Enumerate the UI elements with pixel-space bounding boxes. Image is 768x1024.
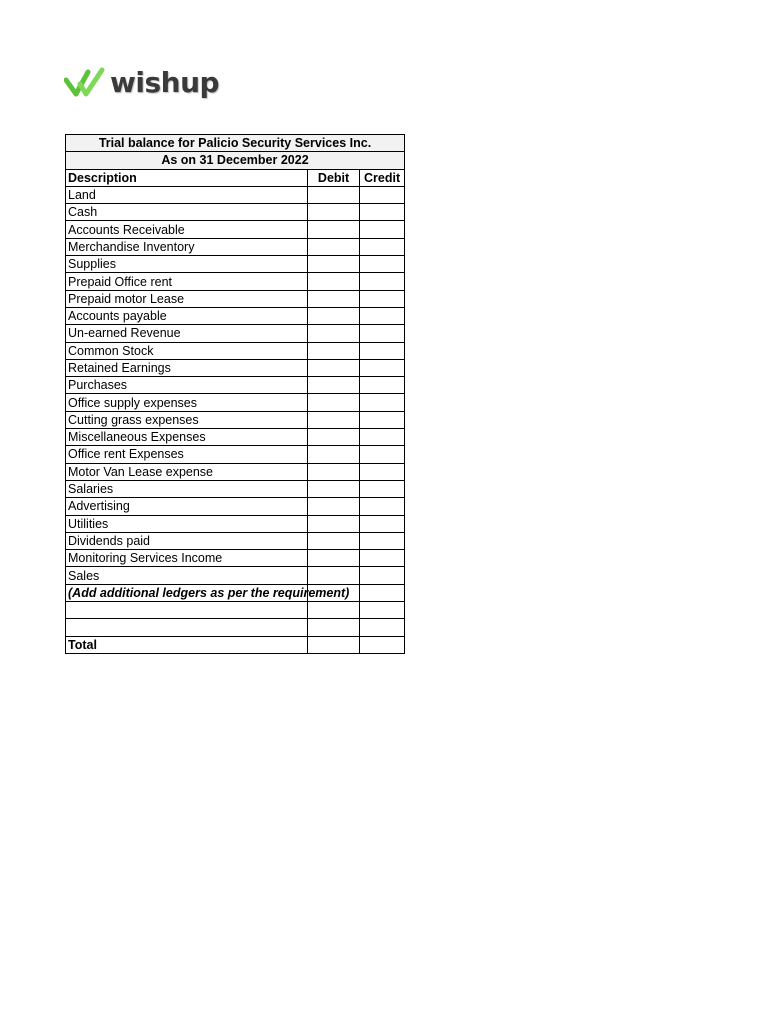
ledger-row <box>66 532 405 549</box>
ledger-description: Office rent Expenses <box>66 446 308 463</box>
ledger-description: Advertising <box>66 498 308 515</box>
ledger-description: Merchandise Inventory <box>66 238 308 255</box>
ledger-description: Cash <box>66 204 308 221</box>
debit-cell[interactable] <box>307 256 359 273</box>
ledger-row <box>66 325 405 342</box>
credit-cell[interactable] <box>360 238 405 255</box>
ledger-description: Sales <box>66 567 308 584</box>
ledger-description: Land <box>66 186 308 203</box>
credit-cell[interactable] <box>360 411 405 428</box>
ledger-row <box>66 463 405 480</box>
table-subtitle: As on 31 December 2022 <box>66 152 405 169</box>
ledger-description: Motor Van Lease expense <box>66 463 308 480</box>
wishup-logo <box>64 62 219 102</box>
header-description: Description <box>66 169 308 186</box>
debit-cell[interactable] <box>307 186 359 203</box>
ledger-description: Monitoring Services Income <box>66 550 308 567</box>
blank-description-cell[interactable] <box>66 602 308 619</box>
credit-cell[interactable] <box>360 619 405 636</box>
ledger-row <box>66 429 405 446</box>
debit-cell[interactable] <box>307 602 359 619</box>
credit-cell[interactable] <box>360 567 405 584</box>
debit-cell[interactable] <box>307 550 359 567</box>
credit-cell[interactable] <box>360 204 405 221</box>
wishup-check-icon <box>64 64 106 100</box>
ledger-row <box>66 377 405 394</box>
debit-cell[interactable] <box>307 532 359 549</box>
ledger-row <box>66 359 405 376</box>
credit-cell[interactable] <box>360 186 405 203</box>
debit-cell[interactable] <box>307 394 359 411</box>
ledger-row <box>66 550 405 567</box>
credit-cell[interactable] <box>360 532 405 549</box>
credit-cell[interactable] <box>360 273 405 290</box>
debit-cell[interactable] <box>307 238 359 255</box>
ledger-row <box>66 204 405 221</box>
debit-cell[interactable] <box>307 290 359 307</box>
ledger-description: Supplies <box>66 256 308 273</box>
ledger-description: Dividends paid <box>66 532 308 549</box>
credit-cell[interactable] <box>360 221 405 238</box>
brand-name: wishup <box>110 65 220 99</box>
ledger-row <box>66 567 405 584</box>
subtitle-row <box>66 152 405 169</box>
debit-cell[interactable] <box>307 221 359 238</box>
debit-cell[interactable] <box>307 325 359 342</box>
ledger-description: Un-earned Revenue <box>66 325 308 342</box>
debit-cell[interactable] <box>307 567 359 584</box>
header-row <box>66 169 405 186</box>
ledger-row <box>66 307 405 324</box>
ledger-description: Retained Earnings <box>66 359 308 376</box>
title-row <box>66 135 405 152</box>
debit-cell[interactable] <box>307 411 359 428</box>
note-row <box>66 584 405 601</box>
credit-cell[interactable] <box>360 429 405 446</box>
total-credit-cell[interactable] <box>360 636 405 653</box>
debit-cell[interactable] <box>307 463 359 480</box>
credit-cell[interactable] <box>360 602 405 619</box>
credit-cell[interactable] <box>360 377 405 394</box>
debit-cell[interactable] <box>307 515 359 532</box>
debit-cell[interactable] <box>307 273 359 290</box>
blank-row <box>66 602 405 619</box>
ledger-row <box>66 186 405 203</box>
credit-cell[interactable] <box>360 515 405 532</box>
debit-cell[interactable] <box>307 342 359 359</box>
ledger-row <box>66 342 405 359</box>
debit-cell[interactable] <box>307 307 359 324</box>
note-cell <box>66 584 350 601</box>
total-label: Total <box>66 636 308 653</box>
ledger-description: Accounts Receivable <box>66 221 308 238</box>
ledger-row <box>66 411 405 428</box>
ledger-row <box>66 498 405 515</box>
credit-cell[interactable] <box>360 256 405 273</box>
ledger-description: Utilities <box>66 515 308 532</box>
ledger-row <box>66 515 405 532</box>
debit-cell[interactable] <box>307 446 359 463</box>
credit-cell[interactable] <box>360 584 405 601</box>
ledger-description: Prepaid motor Lease <box>66 290 308 307</box>
total-row <box>66 636 405 653</box>
credit-cell[interactable] <box>360 342 405 359</box>
ledger-description: Salaries <box>66 480 308 497</box>
credit-cell[interactable] <box>360 480 405 497</box>
trial-balance-table <box>65 134 405 654</box>
ledger-row <box>66 394 405 411</box>
ledger-row <box>66 238 405 255</box>
debit-cell[interactable] <box>307 619 359 636</box>
ledger-description: Office supply expenses <box>66 394 308 411</box>
debit-cell[interactable] <box>307 429 359 446</box>
credit-cell[interactable] <box>360 498 405 515</box>
debit-cell[interactable] <box>307 377 359 394</box>
ledger-description: Cutting grass expenses <box>66 411 308 428</box>
ledger-row <box>66 221 405 238</box>
blank-description-cell[interactable] <box>66 619 308 636</box>
credit-cell[interactable] <box>360 394 405 411</box>
credit-cell[interactable] <box>360 290 405 307</box>
ledger-row <box>66 290 405 307</box>
total-debit-cell[interactable] <box>307 636 359 653</box>
debit-cell[interactable] <box>307 204 359 221</box>
credit-cell[interactable] <box>360 325 405 342</box>
ledger-row <box>66 273 405 290</box>
credit-cell[interactable] <box>360 463 405 480</box>
credit-cell[interactable] <box>360 446 405 463</box>
ledger-description: Miscellaneous Expenses <box>66 429 308 446</box>
debit-cell[interactable] <box>307 359 359 376</box>
credit-cell[interactable] <box>360 307 405 324</box>
credit-cell[interactable] <box>360 359 405 376</box>
debit-cell[interactable] <box>307 480 359 497</box>
blank-row <box>66 619 405 636</box>
ledger-description: Prepaid Office rent <box>66 273 308 290</box>
header-debit: Debit <box>307 169 359 186</box>
ledger-description: Common Stock <box>66 342 308 359</box>
credit-cell[interactable] <box>360 550 405 567</box>
debit-cell[interactable] <box>307 498 359 515</box>
ledger-row <box>66 480 405 497</box>
ledger-description: Purchases <box>66 377 308 394</box>
add-ledgers-note: (Add additional ledgers as per the requirement) <box>68 585 350 600</box>
table-title: Trial balance for Palicio Security Services Inc. <box>66 135 405 152</box>
ledger-row <box>66 256 405 273</box>
header-credit: Credit <box>360 169 405 186</box>
ledger-description: Accounts payable <box>66 307 308 324</box>
ledger-row <box>66 446 405 463</box>
